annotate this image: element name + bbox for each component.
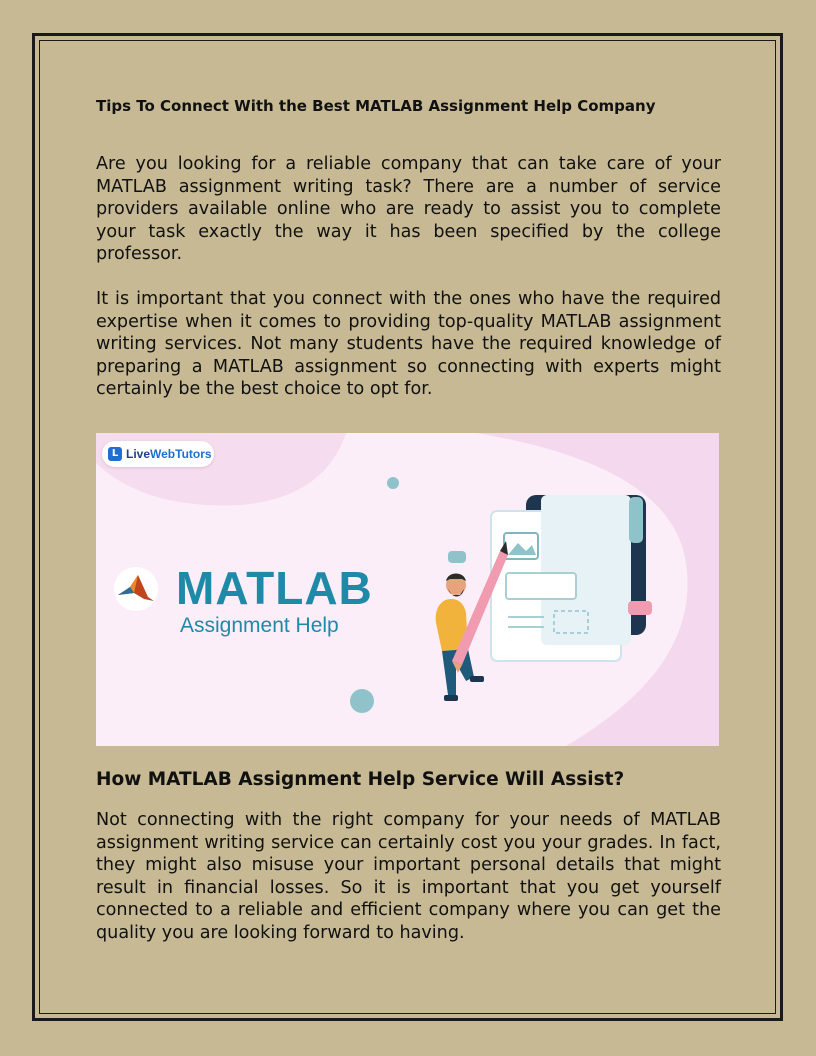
paragraph-expertise: It is important that you connect with the ones who have the required expertise when it comes to providing top-quality MATLAB assignment writing services. Not many students have the required knowledge of preparing a MATLAB assignment so connecting with experts might certainly be the best choice to opt for. (96, 288, 721, 400)
section-heading: How MATLAB Assignment Help Service Will Assist? (96, 768, 625, 790)
deco-dot-small (387, 477, 399, 489)
document-stack-icon (491, 495, 646, 661)
banner-headline: MATLAB (176, 561, 373, 614)
matlab-logo-icon (114, 567, 158, 611)
document-content (96, 96, 721, 945)
banner-subheadline: Assignment Help (180, 613, 339, 637)
brand-name-part2: WebTutors (150, 446, 212, 461)
paragraph-assist: Not connecting with the right company for your needs of MATLAB assignment writing service can certainly cost you your grades. In fact, they might also misuse your important personal details that might result in financial losses. So it is important that you get yourself connected to a reliable and efficient company where you can get the quality you are looking forward to having. (96, 809, 721, 943)
deco-dot-large (350, 689, 374, 713)
paragraph-intro: Are you looking for a reliable company that can take care of your MATLAB assignment writing task? There are a number of service providers available online who are ready to assist you to complete your task exactly the way it has been specified by the college professor. (96, 154, 721, 265)
brand-name (126, 446, 212, 462)
document-title: Tips To Connect With the Best MATLAB Assignment Help Company (96, 97, 656, 115)
livewebtutors-logo (102, 441, 214, 467)
brand-name-part1: Live (126, 446, 151, 461)
matlab-help-banner (96, 433, 719, 746)
brand-badge-icon: L (108, 447, 122, 461)
